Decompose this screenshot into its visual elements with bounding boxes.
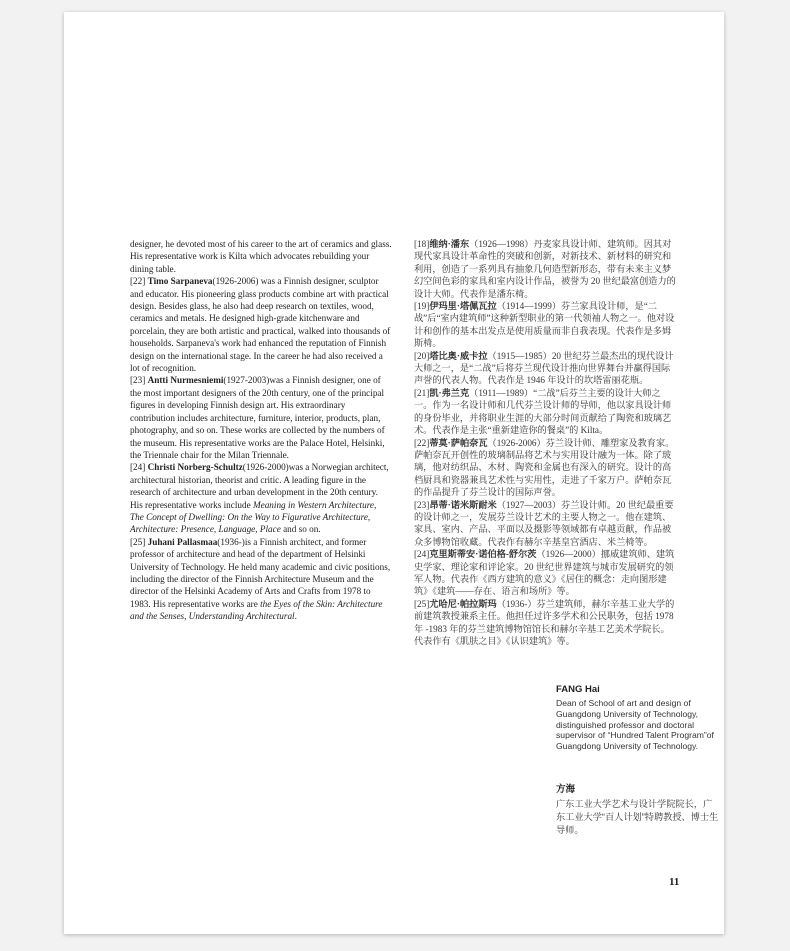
footnote-19-cn	[414, 300, 676, 350]
footnote-23-en	[130, 374, 392, 461]
footnote-18-cn	[414, 238, 676, 300]
footnote-name: 伊玛里·塔佩瓦拉	[429, 301, 497, 312]
footnote-text: （1926—1998）丹麦家具设计师、建筑师。因其对现代家具设计革命性的突破和创新，对新技术、新材料的研究和利用，创造了一系列具有抽象几何造型新形态，带有未来主义梦幻空间色彩的家具和室内设计作品，被誉为 20 世纪最富创造力的设计大师。代表作是潘东椅。	[414, 239, 676, 299]
footnote-name: 尤哈尼·帕拉斯玛	[429, 598, 497, 609]
footnote-22-cn	[414, 437, 676, 499]
footnote-text: （1915—1985）20 世纪芬兰最杰出的现代设计大师之一，是“二战”后将芬兰现代设计推向世界舞台并赢得国际声誉的代表人物。代表作是 1946 年设计的坎塔雷丽花瓶。	[414, 350, 674, 386]
author-bio-english	[556, 684, 721, 752]
author-description: Dean of School of art and design of Guangdong University of Technology, distinguished professor and doctoral supervisor of “Hundred Talent Program”of Guangdong University of Technology.	[556, 698, 714, 752]
page-number: 11	[669, 876, 680, 888]
footnote-text: (1936-)is a Finnish architect, and former professor of architecture and head of the department of Helsinki University of Technology. He held many academic and civic positions, including the director of the Finnish Architecture Museum and the director of the Helsinki Academy of Arts and Crafts from 1978 to 1983. His representative works are	[130, 536, 391, 609]
footnote-text: (1926-2006) was a Finnish designer, sculptor and educator. His pioneering glass products combine art with practical design. Besides glass, he also had deep research on textiles, wood, ceramics and metals. He designed high-grade kitchenware and porcelain, they are both artistic and practical, walked into thousands of households. Sarpaneva's work had enhanced the reputation of Finnish design on the international stage. In the career he had also received a lot of recognition.	[130, 276, 391, 374]
footnote-22-en	[130, 275, 392, 374]
footnote-name: Juhani Pallasmaa	[147, 536, 218, 547]
footnote-21-cn	[414, 387, 676, 437]
footnote-number: [20]	[414, 350, 430, 361]
footnote-20-cn	[414, 350, 676, 387]
footnote-name: 维纳·潘东	[429, 239, 470, 249]
footnote-text: （1911—1989）“二战”后芬兰主要的设计大师之一。作为一名设计师和几代芬兰设计师的导师，他以家具设计师的身份毕业，并将职业生涯的大部分时间贡献给了陶瓷和玻璃艺术。代表作是主张“重新建造你的餐桌”的 Kilta。	[414, 387, 672, 436]
author-bio-chinese	[556, 784, 721, 837]
footnote-number: [22]	[130, 276, 146, 287]
footnote-tail: and so on.	[280, 524, 321, 535]
footnote-24-en	[130, 461, 392, 535]
footnote-text: (1926-2000)was a Norwegian architect, architectural historian, theorist and critic. A leading figure in the research of architecture and urban development in the 20th century. His representative works include	[130, 462, 389, 510]
footnote-25-cn	[414, 598, 676, 648]
footnote-name: 塔比奥·威卡拉	[429, 350, 488, 361]
footnote-text: （1927—2003）芬兰设计师。20 世纪最重要的设计师之一，发展芬兰设计艺术的主要人物之一。他在建筑、家具、室内、产品、平面以及摄影等领域都有卓越贡献，作品被众多博物馆收藏。代表作有赫尔辛基皇宫酒店、米兰椅等。	[414, 499, 674, 547]
footnote-name: 蒂莫·萨帕奈瓦	[429, 437, 488, 448]
footnote-number: [22]	[414, 437, 430, 448]
footnote-text: （1936-）芬兰建筑师，赫尔辛基工业大学的前建筑教授兼系主任。他担任过许多学术和公民职务，包括 1978 年 -1983 年的芬兰建筑博物馆馆长和赫尔辛基工艺美术学院长。代表作有《肌肤之目》《认识建筑》等。	[414, 598, 675, 646]
author-name: 方海	[556, 784, 576, 795]
footnote-text: （1926-2006）芬兰设计师、雕塑家及教育家。萨帕奈瓦开创性的玻璃制品将艺术与实用设计融为一体。除了玻璃，他对纺织品、木材、陶瓷和金属也有深入的研究。设计的高档厨具和瓷器兼具艺术性与实用性，走进了千家万户。萨帕奈瓦的作品提升了芬兰设计的国际声誉。	[414, 437, 675, 498]
footnote-name: 昂蒂·诺米斯耐米	[429, 499, 497, 510]
footnote-number: [21]	[414, 387, 430, 398]
footnote-24-cn	[414, 548, 676, 598]
footnote-text: （1926—2000）挪威建筑师、建筑史学家、理论家和评论家。20 世纪世界建筑与城市发展研究的领军人物。代表作《西方建筑的意义》《居住的概念：走向图形建筑》《建筑——存在、语言和场所》等。	[414, 549, 675, 597]
footnote-number: [24]	[414, 549, 430, 560]
footnote-23-cn	[414, 499, 676, 549]
footnote-name: Timo Sarpaneva	[147, 276, 213, 287]
footnote-name: Christi Norberg-Schultz	[147, 462, 243, 473]
footnote-number: [25]	[130, 536, 146, 547]
english-notes-column	[130, 238, 392, 623]
footnote-number: [23]	[414, 499, 430, 510]
footnote-name: Antti Nurmesniemi	[147, 375, 224, 386]
intro-paragraph: designer, he devoted most of his career to the art of ceramics and glass. His representative work is Kilta which advocates rebuilding your dining table.	[130, 239, 392, 274]
footnote-text: （1914—1999）芬兰家具设计师，是“二战”后“室内建筑师”这种新型职业的第一代领袖人物之一。他对设计和创作的基本出发点是使用质量而非自我表现。代表作是多姆斯椅。	[414, 301, 675, 349]
author-description: 广东工业大学艺术与设计学院院长，广东工业大学“百人计划”特聘教授、博士生导师。	[556, 799, 719, 835]
footnote-name: 凯·弗兰克	[429, 387, 470, 398]
chinese-notes-column	[414, 238, 676, 647]
footnote-italic-titles: Meaning in Western Architecture, The Concept of Dwelling: On the Way to Figurative Architecture, Architecture: Presence, Language, Place	[130, 499, 377, 535]
footnote-number: [24]	[130, 462, 146, 473]
footnote-number: [19]	[414, 301, 430, 312]
page	[64, 12, 724, 934]
footnote-number: [18]	[414, 239, 430, 249]
footnote-italic-titles: the Eyes of the Skin: Architecture and the Senses, Understanding Architectural	[130, 598, 383, 622]
author-name: FANG Hai	[556, 684, 600, 695]
footnote-tail: .	[294, 611, 297, 622]
footnote-number: [25]	[414, 598, 430, 609]
footnote-number: [23]	[130, 375, 146, 386]
footnote-25-en	[130, 536, 392, 623]
footnote-name: 克里斯蒂安·诺伯格-舒尔茨	[429, 549, 537, 560]
footnote-text: (1927-2003)was a Finnish designer, one of the most important designers of the 20th century, one of the principal figures in developing Finnish design art. His extraordinary contribution includes architecture, furniture, interior, products, plan, photography, and so on. These works are collected by the numbers of the museum. His representative works are the Palace Hotel, Helsinki, the Triennale chair for the Milan Triennale.	[130, 375, 385, 460]
